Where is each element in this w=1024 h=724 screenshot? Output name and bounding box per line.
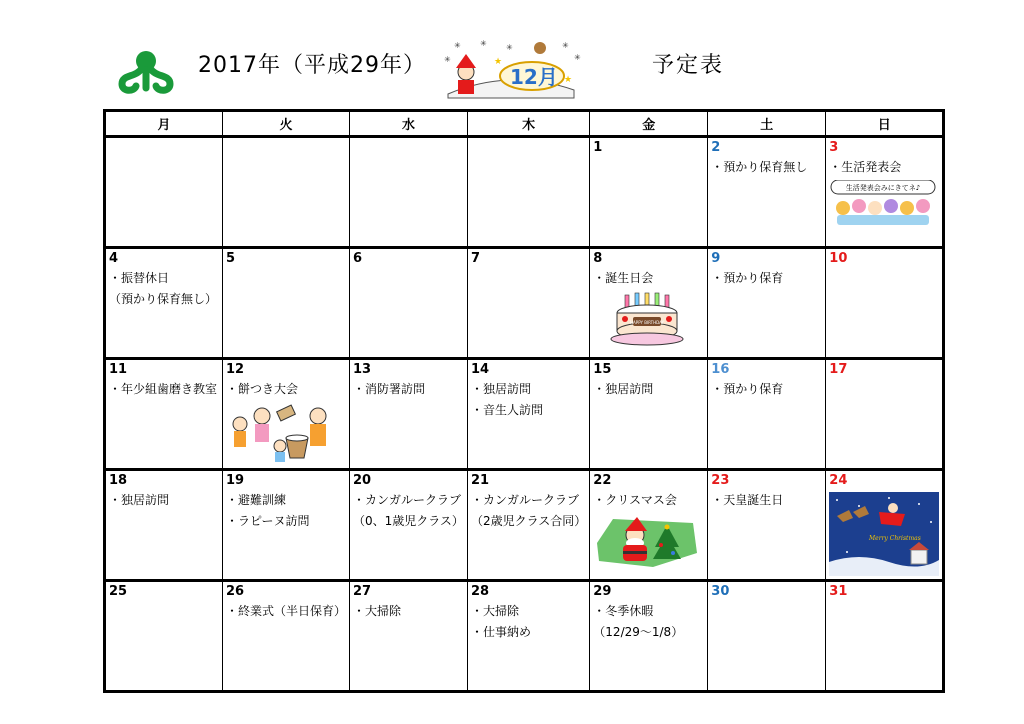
logo-icon [112, 44, 180, 98]
banner-month-text: 12月 [510, 65, 558, 89]
svg-text:✳: ✳ [444, 55, 451, 64]
santa-christmas-party-illustration [593, 513, 701, 569]
event-text: ・生活発表会 [829, 160, 902, 174]
page-title: 2017年（平成29年） [198, 53, 426, 78]
day-number: 19 [226, 473, 245, 488]
calendar-day-cell [105, 581, 223, 692]
weekday-header: 火 [223, 111, 350, 137]
weekday-header: 日 [826, 111, 944, 137]
mochi-pounding-illustration [226, 402, 338, 462]
svg-text:★: ★ [564, 75, 573, 85]
day-number: 13 [353, 362, 372, 377]
recital-children-illustration [829, 180, 937, 228]
weekday-header: 月 [105, 111, 223, 137]
weekday-header: 金 [590, 111, 708, 137]
day-number: 1 [593, 140, 603, 155]
calendar-day-cell [223, 470, 350, 581]
event-text: ・預かり保育無し [711, 160, 808, 174]
event-text: ・預かり保育 [711, 382, 784, 396]
event-text: ・カンガルークラブ [353, 493, 462, 507]
santa-sleigh-night-illustration [829, 492, 939, 576]
event-text: ・音生人訪問 [471, 403, 544, 417]
event-text: ・仕事納め [471, 625, 532, 639]
weekday-header-row [105, 111, 944, 137]
day-number [353, 140, 464, 157]
event-text: ・ラピーヌ訪問 [226, 514, 310, 528]
event-text: （2歳児クラス合同） [471, 514, 587, 528]
day-number: 25 [109, 584, 128, 599]
calendar-day-cell [468, 470, 590, 581]
calendar-week-row [105, 359, 944, 470]
event-text: ・餅つき大会 [226, 382, 299, 396]
event-text: ・年少組歯磨き教室 [109, 382, 218, 396]
sleigh-caption: Merry Christmas [869, 535, 922, 542]
calendar-day-cell [826, 581, 944, 692]
cell-illustration [593, 513, 704, 569]
day-number: 27 [353, 584, 372, 599]
day-number: 14 [471, 362, 490, 377]
svg-text:✳: ✳ [562, 41, 569, 50]
event-text: ・終業式（半日保育） [226, 604, 347, 618]
day-number: 2 [711, 140, 721, 155]
cell-illustration [593, 291, 704, 347]
day-number: 4 [109, 251, 119, 266]
day-number: 9 [711, 251, 721, 266]
day-number: 20 [353, 473, 372, 488]
event-text: ・独居訪問 [109, 493, 170, 507]
event-text: ・クリスマス会 [593, 493, 677, 507]
calendar-day-cell [826, 359, 944, 470]
day-number: 28 [471, 584, 490, 599]
page-subtitle: 予定表 [652, 53, 725, 78]
calendar-day-cell [223, 359, 350, 470]
calendar-day-cell [105, 248, 223, 359]
calendar-day-cell [708, 581, 826, 692]
day-number [226, 140, 346, 157]
cell-illustration [829, 180, 939, 228]
event-text: ・大掃除 [353, 604, 402, 618]
event-text: （預かり保育無し） [109, 292, 218, 306]
calendar-day-cell [350, 137, 468, 248]
event-text: ・大掃除 [471, 604, 520, 618]
event-text: ・避難訓練 [226, 493, 287, 507]
event-text: ・冬季休暇 [593, 604, 654, 618]
day-number: 23 [711, 473, 730, 488]
day-number: 6 [353, 251, 363, 266]
day-number: 21 [471, 473, 490, 488]
day-number: 5 [226, 251, 236, 266]
calendar-day-cell [105, 137, 223, 248]
day-number: 10 [829, 251, 848, 266]
calendar-day-cell [350, 248, 468, 359]
calendar-week-row [105, 581, 944, 692]
calendar-day-cell [826, 137, 944, 248]
weekday-header: 水 [350, 111, 468, 137]
calendar-week-row [105, 248, 944, 359]
event-text: ・誕生日会 [593, 271, 654, 285]
event-text: （12/29～1/8） [593, 625, 684, 639]
december-banner-illustration [440, 38, 582, 100]
birthday-cake-illustration [607, 291, 687, 347]
calendar-day-cell [590, 248, 708, 359]
calendar-day-cell [826, 470, 944, 581]
day-number: 16 [711, 362, 730, 377]
day-number: 18 [109, 473, 128, 488]
svg-text:★: ★ [494, 57, 503, 67]
svg-text:✳: ✳ [506, 43, 513, 52]
calendar-day-cell [350, 470, 468, 581]
day-number: 30 [711, 584, 730, 599]
weekday-header: 土 [708, 111, 826, 137]
cell-illustration [829, 492, 939, 576]
day-number: 26 [226, 584, 245, 599]
day-number: 11 [109, 362, 128, 377]
calendar-day-cell [223, 248, 350, 359]
calendar-day-cell [826, 248, 944, 359]
weekday-header: 木 [468, 111, 590, 137]
calendar-day-cell [708, 470, 826, 581]
svg-text:✳: ✳ [480, 39, 487, 48]
calendar-day-cell [350, 359, 468, 470]
event-text: （0、1歳児クラス） [353, 514, 464, 528]
day-number: 8 [593, 251, 603, 266]
day-number [109, 140, 219, 157]
svg-text:✳: ✳ [574, 53, 581, 62]
calendar-day-cell [468, 137, 590, 248]
calendar-week-row [105, 470, 944, 581]
day-number: 17 [829, 362, 848, 377]
day-number [471, 140, 586, 157]
day-number: 22 [593, 473, 612, 488]
calendar-day-cell [223, 137, 350, 248]
svg-text:✳: ✳ [454, 41, 461, 50]
day-number: 3 [829, 140, 839, 155]
day-number: 7 [471, 251, 481, 266]
calendar-day-cell [468, 581, 590, 692]
day-number: 24 [829, 473, 848, 488]
calendar-day-cell [468, 248, 590, 359]
calendar-day-cell [708, 248, 826, 359]
event-text: ・消防署訪問 [353, 382, 426, 396]
event-text: ・天皇誕生日 [711, 493, 784, 507]
calendar-day-cell [590, 137, 708, 248]
calendar-day-cell [468, 359, 590, 470]
calendar-day-cell [590, 470, 708, 581]
calendar-week-row [105, 137, 944, 248]
calendar-day-cell [105, 359, 223, 470]
calendar-day-cell [223, 581, 350, 692]
calendar-day-cell [708, 137, 826, 248]
calendar-day-cell [590, 359, 708, 470]
event-text: ・独居訪問 [593, 382, 654, 396]
event-text: ・振替休日 [109, 271, 170, 285]
event-text: ・預かり保育 [711, 271, 784, 285]
day-number: 31 [829, 584, 848, 599]
cake-plate-text: HAPPY BIRTHDAY [630, 320, 665, 325]
day-number: 15 [593, 362, 612, 377]
day-number: 12 [226, 362, 245, 377]
cell-illustration [226, 402, 346, 462]
day-number: 29 [593, 584, 612, 599]
calendar-day-cell [590, 581, 708, 692]
calendar-table [103, 109, 945, 693]
calendar-day-cell [708, 359, 826, 470]
calendar-day-cell [350, 581, 468, 692]
event-text: ・カンガルークラブ [471, 493, 580, 507]
recital-caption: 生活発表会みにきてネ♪ [846, 184, 921, 192]
event-text: ・独居訪問 [471, 382, 532, 396]
calendar-day-cell [105, 470, 223, 581]
